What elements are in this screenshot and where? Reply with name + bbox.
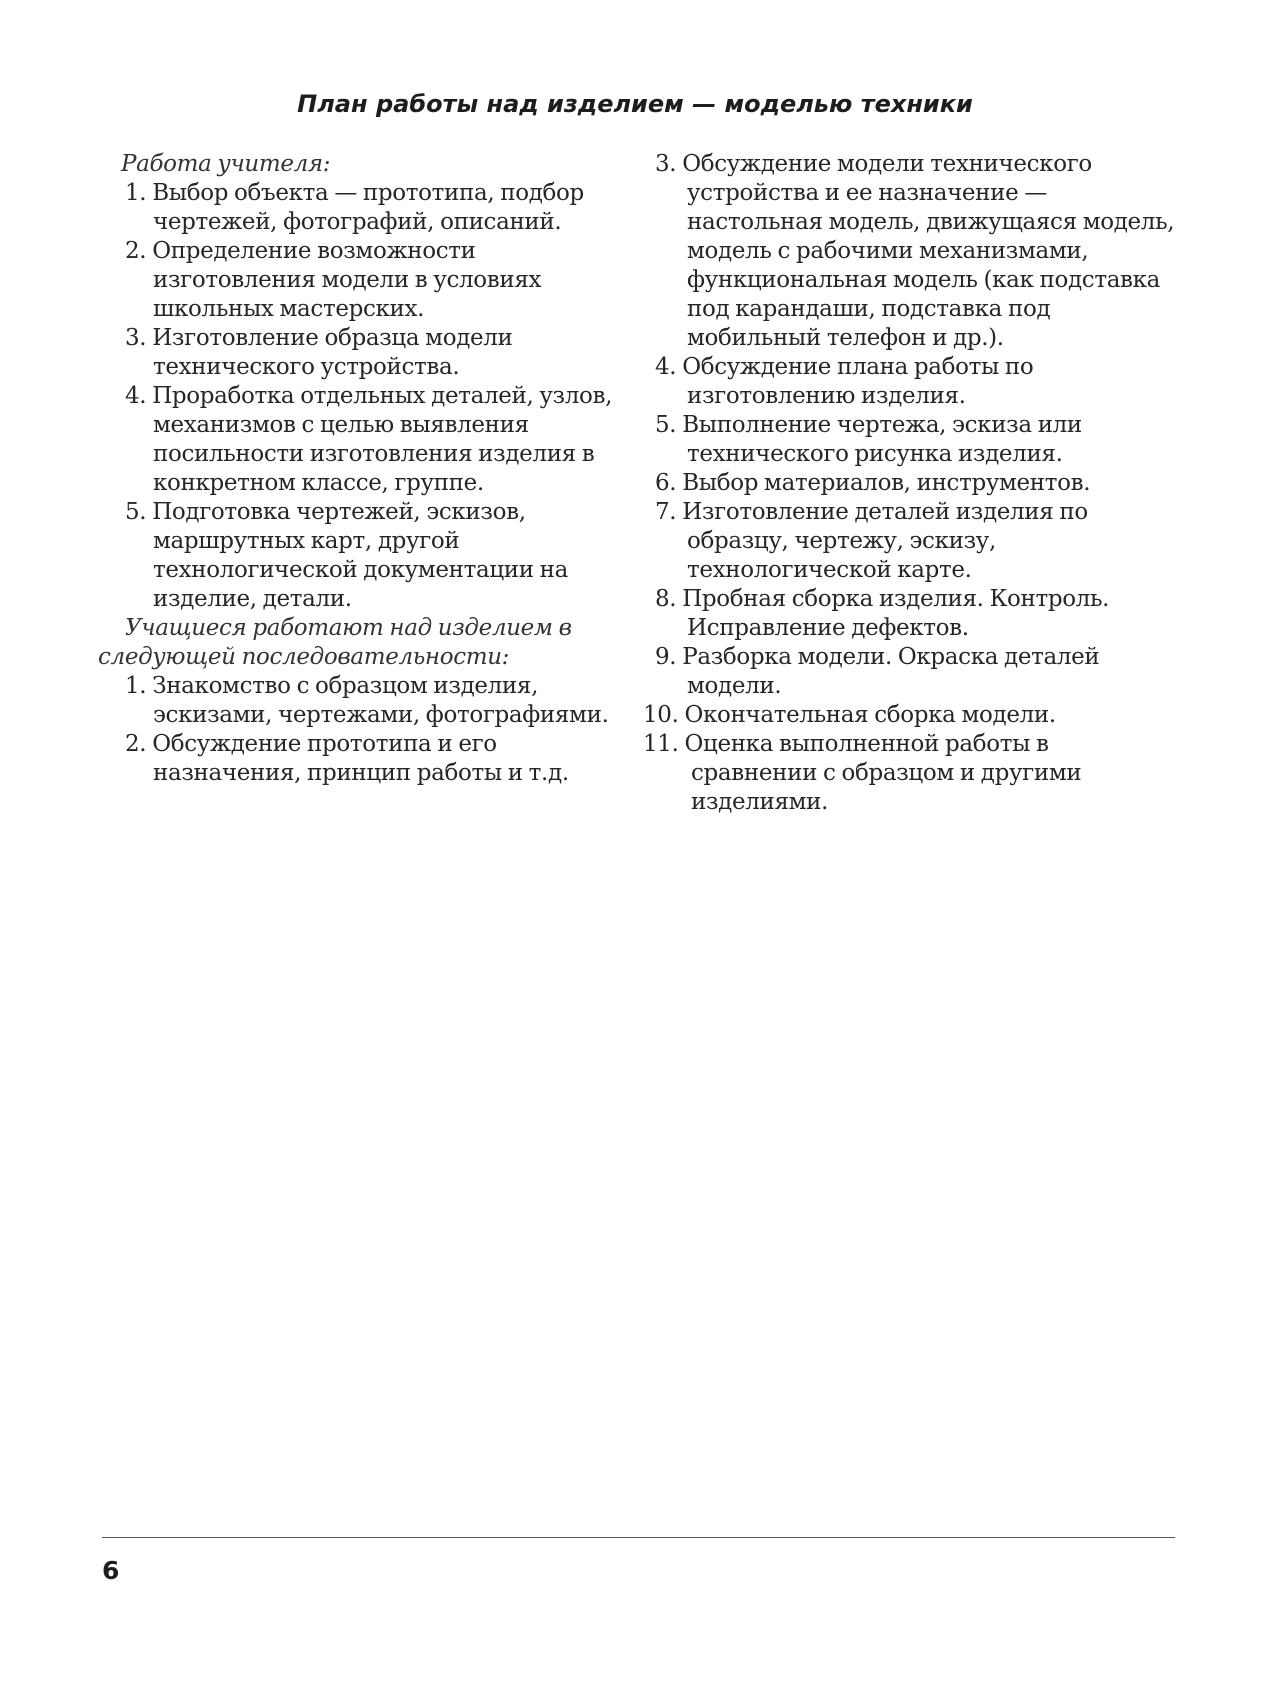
list-item: [655, 498, 1178, 585]
list-item: [125, 672, 630, 730]
item-number: 3.: [655, 151, 677, 177]
item-text: Изготовление образца модели технического устройства.: [152, 325, 513, 380]
left-column: [98, 150, 630, 788]
teacher-heading: Работа учителя:: [121, 151, 331, 177]
item-number: 7.: [655, 499, 677, 525]
item-text: Подготовка чертежей, эскизов, маршрутных карт, другой технологической документации на изделие, детали.: [152, 499, 569, 612]
list-item: [125, 498, 630, 614]
item-text: Выбор объекта — прототипа, подбор чертежей, фотографий, описаний.: [152, 180, 584, 235]
item-number: 5.: [125, 499, 147, 525]
list-item: [125, 730, 630, 788]
item-text: Обсуждение прототипа и его назначения, принцип работы и т.д.: [152, 731, 569, 786]
item-text: Знакомство с образцом изделия, эскизами, чертежами, фотографиями.: [152, 673, 609, 728]
item-number: 9.: [655, 644, 677, 670]
item-text: Окончательная сборка модели.: [684, 702, 1056, 728]
list-item: [655, 411, 1178, 469]
item-text: Проработка отдельных деталей, узлов, механизмов с целью выявления посильности изготовления изделия в конкретном классе, группе.: [152, 383, 613, 496]
item-number: 8.: [655, 586, 677, 612]
item-text: Пробная сборка изделия. Контроль. Исправление дефектов.: [682, 586, 1110, 641]
page-number: 6: [102, 1556, 120, 1585]
list-item: [643, 701, 1178, 730]
list-item: [643, 730, 1178, 817]
item-number: 1.: [125, 180, 147, 206]
list-item: [125, 237, 630, 324]
list-item: [655, 353, 1178, 411]
footer-rule: [102, 1537, 1175, 1538]
item-number: 6.: [655, 470, 677, 496]
students-list-start: [125, 672, 630, 788]
item-number: 11.: [643, 731, 679, 757]
students-heading: Учащиеся работают над изделием в следующей последовательности:: [98, 615, 572, 670]
item-number: 5.: [655, 412, 677, 438]
item-text: Оценка выполненной работы в сравнении с образцом и другими изделиями.: [684, 731, 1082, 815]
teacher-list: [125, 179, 630, 614]
item-number: 1.: [125, 673, 147, 699]
item-number: 4.: [655, 354, 677, 380]
list-item: [125, 382, 630, 498]
item-number: 2.: [125, 238, 147, 264]
item-number: 2.: [125, 731, 147, 757]
item-text: Обсуждение плана работы по изготовлению изделия.: [682, 354, 1034, 409]
list-item: [655, 585, 1178, 643]
item-text: Изготовление деталей изделия по образцу, чертежу, эскизу, технологической карте.: [682, 499, 1088, 583]
item-text: Разборка модели. Окраска деталей модели.: [682, 644, 1100, 699]
item-text: Выполнение чертежа, эскиза или технического рисунка изделия.: [682, 412, 1082, 467]
list-item: [655, 150, 1178, 353]
list-item: [655, 469, 1178, 498]
item-number: 3.: [125, 325, 147, 351]
item-text: Обсуждение модели технического устройства и ее назначение — настольная модель, движущаяся модель, модель с рабочими механизмами, функциональная модель (как подставка под карандаши, подставка под мобильный телефон и др.).: [682, 151, 1175, 351]
section-title: План работы над изделием — моделью техники: [297, 90, 973, 118]
list-item: [125, 179, 630, 237]
item-text: Определение возможности изготовления модели в условиях школьных мастерских.: [152, 238, 542, 322]
right-column: [643, 150, 1178, 817]
list-item: [125, 324, 630, 382]
item-number: 4.: [125, 383, 147, 409]
item-number: 10.: [643, 702, 679, 728]
item-text: Выбор материалов, инструментов.: [682, 470, 1091, 496]
students-list-continued: [643, 150, 1178, 817]
list-item: [655, 643, 1178, 701]
